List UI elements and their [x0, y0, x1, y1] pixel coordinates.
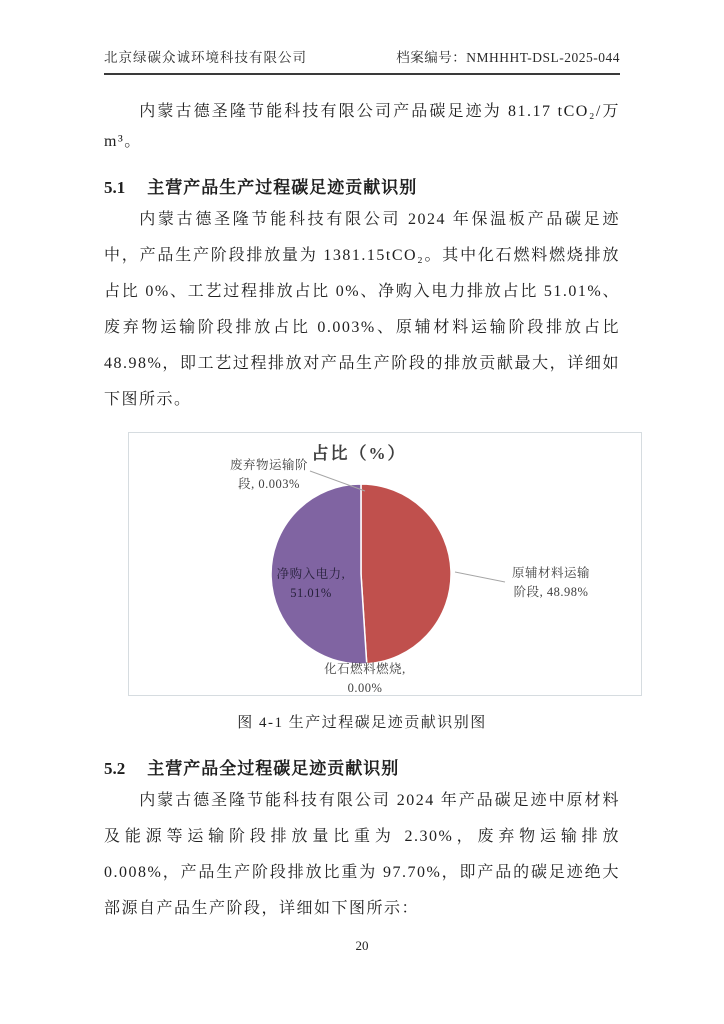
data-label-raw-material-transport: 原辅材料运输 阶段, 48.98% — [511, 566, 590, 599]
chart-title: 占比（%） — [311, 444, 407, 463]
paragraph-5-1: 内蒙古德圣隆节能科技有限公司 2024 年保温板产品碳足迹中，产品生产阶段排放量为 1381.15tCO₂。其中化石燃料燃烧排放占比 0%、工艺过程排放占比 0%、净购入电力排放占比 51.01%、废弃物运输阶段排放占比 0.003%、原辅材料运输阶段排放占比 48.98%，即工艺过程排放对产品生产阶段的排放贡献最大，详细如下图所示。 — [104, 211, 620, 408]
section-heading-5-1 — [104, 173, 620, 198]
section-heading-5-2 — [104, 754, 620, 779]
data-label-purchased-electricity: 净购入电力, 51.01% — [276, 567, 346, 600]
figure-caption: 图 4-1 生产过程碳足迹贡献识别图 — [237, 715, 487, 731]
page-number: 20 — [355, 938, 369, 953]
pie-slice — [361, 484, 451, 664]
data-label-waste-transport: 废弃物运输阶 段, 0.003% — [229, 458, 308, 491]
section-title: 主营产品全过程碳足迹贡献识别 — [147, 759, 400, 778]
intro-paragraph: 内蒙古德圣隆节能科技有限公司产品碳足迹为 81.17 tCO₂/万 m³。 — [104, 103, 620, 150]
header-doc-number: 档案编号：NMHHHT-DSL-2025-044 — [396, 50, 620, 65]
section-number: 5.2 — [104, 759, 126, 778]
header-company-name: 北京绿碳众诚环境科技有限公司 — [104, 50, 307, 65]
data-label-fossil-fuel: 化石燃料燃烧, 0.00% — [324, 662, 406, 695]
page-header — [104, 46, 620, 75]
section-title: 主营产品生产过程碳足迹贡献识别 — [147, 178, 418, 197]
section-number: 5.1 — [104, 178, 126, 197]
pie-chart-figure — [128, 432, 642, 696]
paragraph-5-2: 内蒙古德圣隆节能科技有限公司 2024 年产品碳足迹中原材料及能源等运输阶段排放量比重为 2.30%，废弃物运输排放 0.008%，产品生产阶段排放比重为 97.70%，即产品的碳足迹绝大部源自产品生产阶段，详细如下图所示： — [104, 792, 620, 917]
